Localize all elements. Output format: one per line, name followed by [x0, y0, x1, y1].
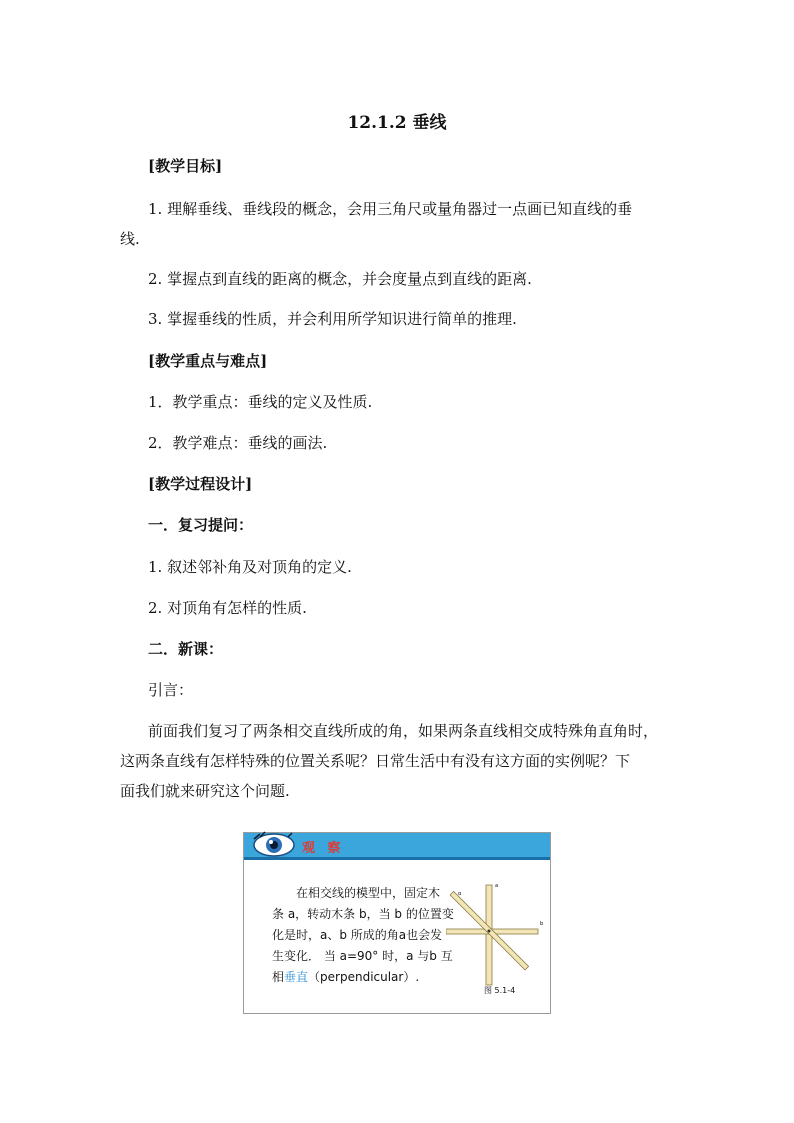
figure-body	[246, 863, 548, 1011]
intro-line-1: 前面我们复习了两条相交直线所成的角，如果两条直线相交成特殊角直角时，	[148, 722, 659, 740]
label-a: a	[495, 883, 499, 889]
goal-1-line-1: 1. 理解垂线、垂线段的概念，会用三角尺或量角器过一点画已知直线的垂	[148, 200, 633, 218]
focus-heading: [教学重点与难点]	[148, 352, 268, 370]
perpendicular-highlight: 垂直	[284, 970, 309, 984]
goal-1-line-2: 线.	[120, 230, 140, 248]
pivot-point	[488, 930, 491, 933]
figure-text	[272, 883, 456, 988]
review-heading: 一．复习提问：	[148, 516, 254, 534]
review-2: 2. 对顶角有怎样的性质.	[148, 599, 307, 617]
figure-header	[244, 833, 550, 857]
wooden-strips-diagram	[446, 879, 546, 989]
eye-icon	[250, 831, 298, 859]
figure-caption: 图 5.1-4	[484, 986, 516, 995]
figure-header-bar	[244, 857, 550, 860]
goals-heading: [教学目标]	[148, 157, 223, 175]
intro-line-2: 这两条直线有怎样特殊的位置关系呢？日常生活中有没有这方面的实例呢？下	[120, 752, 631, 770]
focus-1: 1．教学重点：垂线的定义及性质.	[148, 393, 373, 411]
figure-text-line-5	[272, 967, 456, 988]
figure-text-line-4: 生变化． 当 a=90° 时，a 与b 互	[272, 949, 453, 963]
figure-text-line-5b: （perpendicular）.	[308, 970, 420, 984]
intro-label: 引言：	[148, 681, 194, 699]
goal-2: 2. 掌握点到直线的距离的概念，并会度量点到直线的距离.	[148, 270, 532, 288]
figure-text-line-2: 条 a，转动木条 b，当 b 的位置变	[272, 907, 454, 921]
label-alpha: α	[458, 891, 462, 897]
goal-3: 3. 掌握垂线的性质，并会利用所学知识进行简单的推理.	[148, 310, 517, 328]
observation-figure	[243, 832, 551, 1014]
figure-title: 观 察	[302, 841, 345, 856]
figure-text-line-1: 在相交线的模型中，固定木	[296, 886, 441, 900]
review-1: 1. 叙述邻补角及对顶角的定义.	[148, 558, 352, 576]
figure-text-line-5a: 相	[272, 970, 285, 984]
page-title: 12.1.2 垂线	[347, 113, 447, 133]
figure-text-line-3: 化是时，a、b 所成的角a也会发	[272, 928, 443, 942]
focus-2: 2．教学难点：垂线的画法.	[148, 434, 328, 452]
process-heading: [教学过程设计]	[148, 475, 253, 493]
new-heading: 二．新课：	[148, 640, 224, 658]
label-b: b	[540, 921, 544, 927]
intro-line-3: 面我们就来研究这个问题.	[120, 782, 290, 800]
